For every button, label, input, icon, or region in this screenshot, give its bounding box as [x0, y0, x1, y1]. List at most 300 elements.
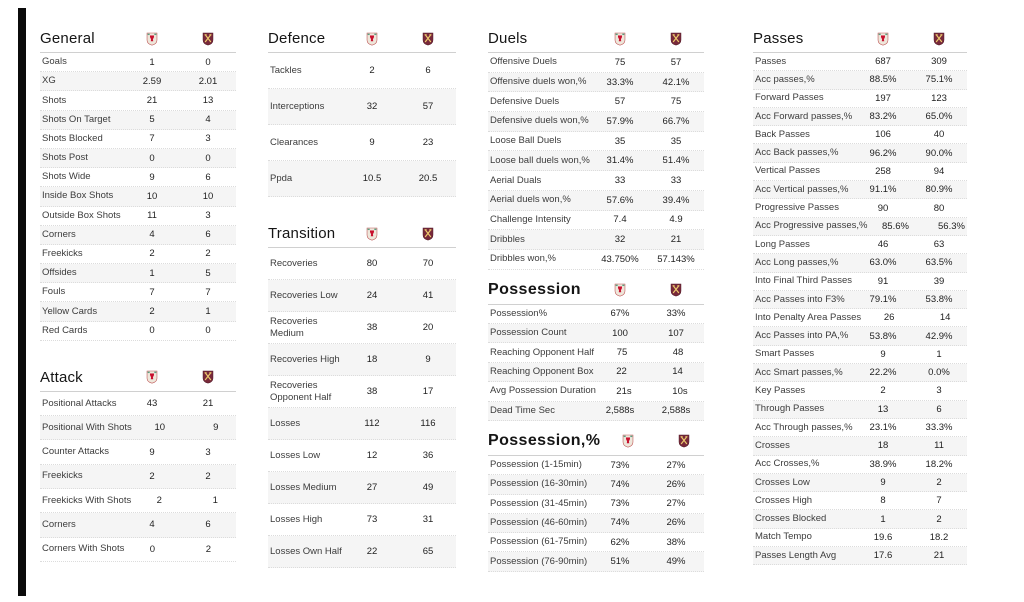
home-value: 2.59 — [142, 75, 162, 87]
home-value: 80 — [366, 258, 378, 269]
section-title: Defence — [268, 30, 326, 47]
stat-label: Fouls — [42, 286, 66, 298]
home-value: 258 — [875, 165, 891, 177]
stat-row — [753, 327, 967, 345]
stat-row — [488, 402, 704, 421]
away-value: 56.3% — [938, 220, 965, 232]
home-value: 9 — [149, 446, 155, 458]
home-value: 22 — [366, 546, 378, 557]
home-value: 0 — [149, 152, 155, 164]
stat-row — [753, 90, 967, 108]
stat-row — [268, 248, 456, 280]
stat-label: Recoveries — [270, 257, 318, 269]
stat-label: Corners — [42, 519, 76, 530]
away-value: 39.4% — [662, 194, 690, 206]
away-value: 66.7% — [662, 115, 690, 127]
stat-row — [40, 416, 236, 440]
stat-label: Smart Passes — [755, 348, 815, 360]
home-value: 2 — [156, 495, 162, 507]
home-value: 12 — [366, 450, 378, 461]
panel-defence-transition — [268, 28, 456, 568]
stat-row — [488, 533, 704, 552]
away-value: 1 — [205, 306, 211, 318]
home-value: 2 — [149, 470, 155, 482]
left-accent-bar — [18, 8, 26, 596]
stat-row — [40, 91, 236, 110]
away-value: 40 — [933, 129, 945, 141]
home-value: 53.8% — [869, 330, 897, 342]
panel-duels-possession — [488, 28, 704, 572]
home-value: 5 — [149, 114, 155, 126]
stat-label: Tackles — [270, 64, 302, 76]
stat-label: Aerial Duals — [490, 174, 542, 186]
stat-label: Shots Post — [42, 152, 88, 164]
stat-label: Into Final Third Passes — [755, 275, 852, 287]
stat-label: Possession (31-45min) — [490, 497, 588, 509]
home-value: 74% — [610, 517, 630, 529]
west-ham-crest-icon — [422, 32, 434, 46]
away-value: 49% — [666, 556, 686, 568]
home-value: 73% — [610, 459, 630, 471]
home-value: 1 — [149, 56, 155, 68]
home-value: 21 — [146, 94, 158, 106]
away-value: 11 — [934, 440, 944, 452]
home-value: 9 — [880, 348, 886, 360]
home-value: 75 — [614, 56, 626, 68]
stat-row — [268, 408, 456, 440]
stat-row — [40, 513, 236, 537]
stat-label: Red Cards — [42, 324, 88, 336]
stat-label: Freekicks — [42, 248, 83, 260]
away-value: 2 — [936, 476, 942, 488]
home-value: 62% — [610, 536, 630, 548]
stat-label: Defensive Duels — [490, 95, 560, 107]
stat-label: Recoveries Medium — [270, 315, 318, 339]
stat-label: Progressive Passes — [755, 202, 839, 214]
away-value: 3 — [936, 385, 942, 397]
stat-label: Offensive Duels — [490, 56, 557, 68]
stat-row — [488, 343, 704, 362]
stat-label: Avg Possession Duration — [490, 385, 596, 397]
home-value: 11 — [147, 210, 157, 222]
home-value: 100 — [612, 327, 628, 339]
stat-row — [40, 111, 236, 130]
away-value: 57 — [422, 101, 434, 112]
stat-row — [268, 312, 456, 344]
stat-row — [40, 489, 236, 513]
stat-row — [268, 53, 456, 89]
stat-row — [40, 322, 236, 341]
away-value: 39 — [933, 275, 945, 287]
home-value: 31.4% — [606, 155, 634, 167]
stat-label: Crosses Low — [755, 476, 810, 488]
away-value: 65 — [422, 546, 434, 557]
west-ham-crest-icon — [933, 32, 945, 46]
stat-label: Yellow Cards — [42, 305, 98, 317]
stat-label: Acc passes,% — [755, 74, 815, 85]
stat-label: Freekicks With Shots — [42, 494, 132, 506]
away-value: 80.9% — [925, 184, 953, 196]
section-header — [753, 28, 967, 53]
stat-label: Reaching Opponent Box — [490, 365, 594, 377]
away-value: 7 — [205, 286, 211, 298]
away-value: 0 — [205, 152, 211, 164]
stat-label: Acc Vertical passes,% — [755, 183, 849, 195]
stat-row — [753, 71, 967, 89]
stat-row — [488, 305, 704, 324]
stat-row — [40, 538, 236, 562]
section-header — [268, 223, 456, 248]
away-team-crest-cell — [911, 32, 967, 46]
home-value: 0 — [149, 543, 156, 555]
section-title: General — [40, 30, 95, 47]
stat-label: Possession (1-15min) — [490, 459, 582, 471]
stat-row — [488, 250, 704, 270]
away-value: 2,588s — [661, 405, 691, 417]
away-value: 2 — [205, 543, 212, 555]
section-title: Passes — [753, 30, 804, 47]
home-value: 88.5% — [869, 74, 897, 86]
home-value: 24 — [366, 290, 378, 301]
stat-label: Positional Attacks — [42, 397, 117, 409]
stat-row — [488, 230, 704, 250]
stat-row — [40, 149, 236, 168]
away-value: 21 — [933, 550, 945, 562]
stat-label: Possession% — [490, 307, 548, 319]
away-value: 2 — [205, 470, 211, 482]
home-value: 91 — [877, 275, 889, 287]
away-value: 123 — [931, 92, 947, 104]
stat-label: Long Passes — [755, 238, 810, 250]
away-value: 33% — [666, 308, 686, 320]
stat-row — [268, 472, 456, 504]
stat-label: Dribbles won,% — [490, 253, 556, 265]
stat-row — [488, 73, 704, 93]
stat-row — [753, 108, 967, 126]
away-value: 63 — [933, 239, 945, 251]
stat-label: Crosses — [755, 439, 790, 451]
section-title: Possession — [488, 280, 581, 298]
section-title: Transition — [268, 225, 336, 242]
home-value: 32 — [366, 101, 378, 112]
home-value: 9 — [880, 476, 886, 488]
away-value: 21 — [670, 234, 682, 246]
section-rows — [488, 53, 704, 270]
stat-label: Shots On Target — [42, 113, 111, 125]
stat-row — [488, 382, 704, 401]
home-value: 7.4 — [613, 214, 627, 226]
stat-label: Corners — [42, 228, 76, 240]
stat-row — [268, 89, 456, 125]
away-value: 31 — [422, 514, 434, 525]
away-value: 38% — [666, 536, 686, 548]
stat-row — [488, 211, 704, 231]
home-value: 22 — [616, 366, 627, 378]
section-header — [40, 28, 236, 53]
stat-label: Possession (46-60min) — [490, 517, 588, 528]
stat-row — [753, 547, 967, 565]
stat-row — [40, 264, 236, 283]
stat-label: Corners With Shots — [42, 543, 125, 555]
away-value: 6 — [205, 229, 211, 241]
home-team-crest-cell — [600, 434, 656, 448]
stat-label: Losses Medium — [270, 481, 337, 493]
section-rows — [753, 53, 967, 565]
home-value: 33.3% — [606, 76, 634, 88]
home-value: 2,588s — [605, 405, 635, 417]
stat-row — [488, 456, 704, 475]
stat-row — [488, 112, 704, 132]
home-team-crest-cell — [592, 32, 648, 46]
liverpool-crest-icon — [622, 434, 634, 448]
stat-row — [40, 245, 236, 264]
stat-label: Acc Passes into PA,% — [755, 330, 849, 342]
stat-row — [753, 474, 967, 492]
away-value: 2 — [205, 248, 211, 260]
stat-label: Possession (76-90min) — [490, 555, 588, 567]
stat-row — [268, 161, 456, 197]
home-value: 106 — [875, 129, 891, 141]
section-transition — [268, 223, 456, 568]
stat-label: Passes — [755, 55, 787, 67]
stat-label: Clearances — [270, 136, 319, 148]
home-value: 46 — [877, 239, 889, 251]
section-possession-pct — [488, 430, 704, 572]
away-value: 20.5 — [418, 173, 438, 184]
away-value: 27% — [666, 459, 686, 471]
away-value: 0 — [205, 325, 211, 337]
home-value: 38.9% — [869, 458, 897, 470]
home-value: 13 — [877, 403, 889, 415]
home-value: 32 — [614, 234, 626, 246]
away-team-crest-cell — [648, 32, 704, 46]
away-value: 2 — [936, 513, 942, 525]
away-value: 42.1% — [662, 76, 690, 88]
home-value: 67% — [610, 308, 630, 320]
panel-general-attack — [40, 28, 236, 562]
away-value: 9 — [425, 354, 431, 365]
liverpool-crest-icon — [614, 283, 626, 297]
stat-row — [40, 392, 236, 416]
home-value: 79.1% — [869, 294, 897, 305]
away-value: 51.4% — [662, 155, 690, 167]
stat-row — [488, 53, 704, 73]
stat-row — [753, 437, 967, 455]
panel-passes — [753, 28, 967, 565]
stat-row — [753, 144, 967, 162]
stat-row — [268, 536, 456, 568]
home-team-crest-cell — [344, 227, 400, 241]
section-header — [488, 28, 704, 53]
home-value: 51% — [610, 556, 630, 568]
stat-row — [488, 92, 704, 112]
section-header — [488, 279, 704, 305]
away-team-crest-cell — [180, 32, 236, 46]
west-ham-crest-icon — [202, 370, 214, 384]
stat-row — [488, 151, 704, 171]
home-value: 38 — [366, 322, 378, 333]
away-team-crest-cell — [400, 32, 456, 46]
stat-label: Possession (16-30min) — [490, 478, 588, 490]
section-rows — [40, 392, 236, 562]
away-value: 21 — [202, 397, 214, 409]
home-value: 1 — [880, 513, 886, 525]
away-value: 26% — [666, 517, 686, 529]
away-value: 1 — [212, 495, 218, 507]
stat-label: Counter Attacks — [42, 446, 110, 458]
stat-label: Match Tempo — [755, 531, 812, 543]
away-value: 18.2% — [925, 458, 953, 470]
away-value: 309 — [931, 56, 947, 68]
away-value: 6 — [205, 171, 211, 183]
home-value: 8 — [880, 495, 886, 507]
stat-label: Loose Ball Duels — [490, 135, 562, 147]
stat-label: Acc Smart passes,% — [755, 366, 843, 378]
stat-row — [268, 376, 456, 408]
stat-label: Back Passes — [755, 128, 810, 140]
section-rows — [268, 248, 456, 568]
stat-row — [753, 254, 967, 272]
away-value: 3 — [205, 446, 211, 458]
stat-row — [753, 273, 967, 291]
stat-row — [753, 346, 967, 364]
stat-row — [753, 126, 967, 144]
home-value: 57.9% — [606, 115, 634, 127]
home-value: 73 — [366, 514, 378, 525]
home-value: 91.1% — [869, 184, 897, 196]
home-value: 112 — [364, 418, 380, 429]
home-value: 17.6 — [873, 550, 893, 562]
home-team-crest-cell — [344, 32, 400, 46]
stat-label: Ppda — [270, 172, 293, 184]
away-value: 3 — [205, 133, 211, 145]
away-team-crest-cell — [400, 227, 456, 241]
stat-row — [40, 283, 236, 302]
home-value: 85.6% — [882, 220, 909, 232]
stat-row — [753, 419, 967, 437]
away-value: 94 — [933, 165, 945, 177]
stat-label: Interceptions — [270, 100, 325, 112]
away-value: 18.2 — [929, 531, 949, 543]
stat-label: Loose ball duels won,% — [490, 154, 590, 166]
stat-row — [753, 236, 967, 254]
stat-label: Acc Back passes,% — [755, 147, 839, 159]
away-value: 53.8% — [925, 294, 953, 305]
section-header — [268, 28, 456, 53]
stat-row — [40, 53, 236, 72]
stat-label: Dribbles — [490, 233, 525, 245]
stat-row — [40, 130, 236, 149]
home-value: 73% — [610, 498, 630, 510]
away-team-crest-cell — [180, 370, 236, 384]
west-ham-crest-icon — [670, 32, 682, 46]
away-value: 90.0% — [925, 147, 953, 159]
stat-label: Acc Forward passes,% — [755, 110, 853, 122]
liverpool-crest-icon — [366, 227, 378, 241]
stat-row — [40, 168, 236, 187]
stat-label: Losses Own Half — [270, 545, 342, 557]
away-value: 6 — [425, 65, 431, 76]
stat-row — [40, 207, 236, 226]
home-value: 33 — [614, 174, 626, 186]
stat-row — [488, 191, 704, 211]
section-rows — [488, 305, 704, 421]
away-value: 23 — [422, 137, 434, 148]
away-value: 42.9% — [925, 330, 953, 342]
stat-row — [753, 163, 967, 181]
stat-row — [753, 218, 967, 236]
away-value: 9 — [213, 422, 219, 434]
stat-label: Acc Passes into F3% — [755, 293, 845, 305]
away-value: 6 — [936, 403, 942, 415]
away-value: 70 — [422, 258, 434, 269]
liverpool-crest-icon — [614, 32, 626, 46]
away-value: 14 — [672, 366, 683, 378]
section-general — [40, 28, 236, 341]
west-ham-crest-icon — [422, 227, 434, 241]
stat-row — [40, 226, 236, 245]
stat-row — [40, 187, 236, 206]
stat-row — [753, 456, 967, 474]
stat-label: Vertical Passes — [755, 165, 820, 177]
section-header — [488, 430, 704, 456]
stat-label: Recoveries Opponent Half — [270, 379, 332, 403]
away-team-crest-cell — [656, 434, 712, 448]
away-value: 0.0% — [928, 367, 950, 379]
away-value: 14 — [939, 312, 951, 324]
away-value: 65.0% — [925, 111, 953, 123]
stat-label: Losses — [270, 417, 301, 429]
away-value: 63.5% — [925, 257, 953, 269]
stat-label: Goals — [42, 56, 67, 68]
stat-row — [753, 291, 967, 309]
home-value: 2 — [149, 248, 155, 260]
away-value: 36 — [422, 450, 434, 461]
stat-row — [268, 440, 456, 472]
home-value: 83.2% — [869, 111, 897, 123]
home-value: 0 — [149, 325, 155, 337]
home-value: 9 — [149, 171, 155, 183]
stat-row — [40, 302, 236, 321]
home-value: 75 — [616, 347, 628, 359]
stat-row — [268, 280, 456, 312]
stat-row — [488, 171, 704, 191]
stat-row — [488, 514, 704, 533]
stat-label: Acc Through passes,% — [755, 421, 853, 433]
stat-label: Forward Passes — [755, 92, 824, 104]
away-value: 27% — [666, 498, 686, 510]
home-value: 43.750% — [601, 253, 639, 265]
west-ham-crest-icon — [202, 32, 214, 46]
section-title: Duels — [488, 30, 528, 47]
section-attack — [40, 367, 236, 562]
stat-label: Crosses High — [755, 494, 813, 506]
away-value: 35 — [670, 135, 682, 147]
home-value: 10 — [154, 422, 166, 434]
stat-label: Freekicks — [42, 470, 83, 482]
home-value: 27 — [366, 482, 378, 493]
section-passes — [753, 28, 967, 565]
home-value: 10.5 — [362, 173, 382, 184]
home-team-crest-cell — [592, 283, 648, 297]
stat-row — [753, 309, 967, 327]
stat-label: Passes Length Avg — [755, 549, 837, 561]
section-title: Attack — [40, 368, 83, 386]
away-value: 2.01 — [198, 75, 218, 87]
away-value: 3 — [205, 210, 211, 222]
stat-label: Defensive duels won,% — [490, 115, 589, 127]
stat-row — [753, 364, 967, 382]
